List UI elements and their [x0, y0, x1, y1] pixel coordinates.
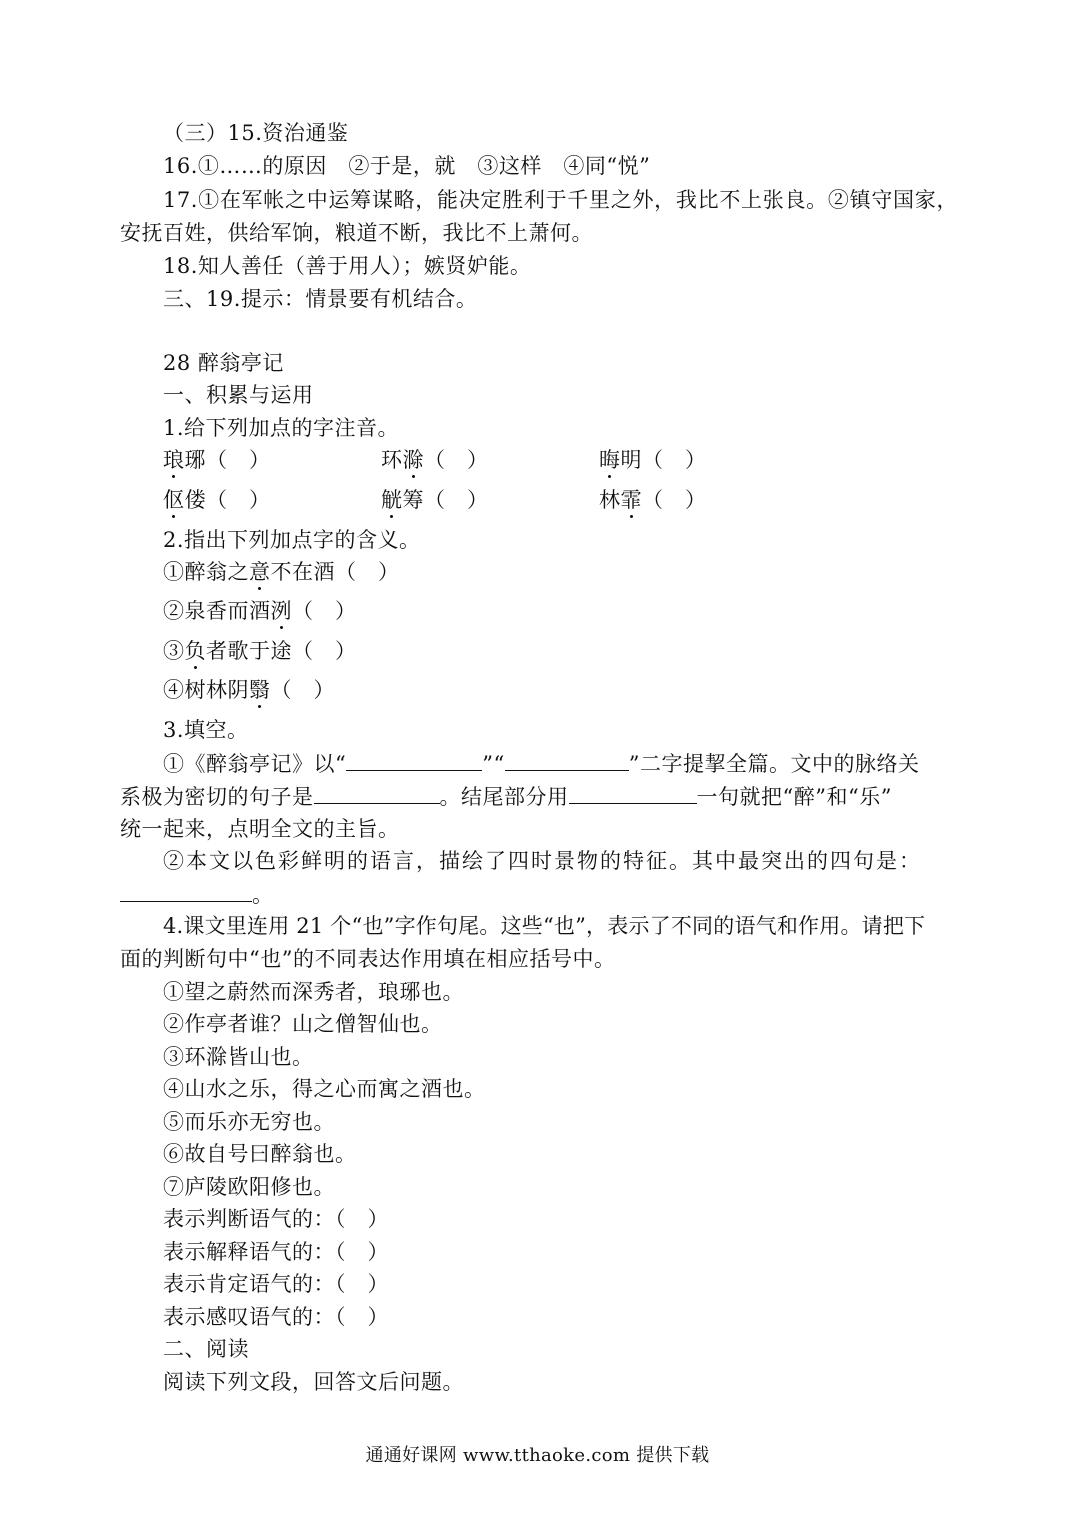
q1-item-1-text-after: 琊（ ） [184, 448, 271, 472]
q2-item-4-text-after: （ ） [270, 678, 335, 702]
question-4-line-2: 面的判断句中“也”的不同表达作用填在相应括号中。 [120, 947, 616, 971]
q2-item-4 [163, 677, 335, 703]
q3-1-text-4: 系极为密切的句子是 [120, 785, 314, 809]
part-1-heading: 一、积累与运用 [163, 383, 314, 407]
q4-sentence-4: ④山水之乐，得之心而寓之酒也。 [163, 1077, 486, 1101]
q2-item-2-text-after: （ ） [292, 599, 357, 623]
answer-16: 16.①……的原因 ②于是，就 ③这样 ④同“悦” [163, 154, 651, 178]
answer-19: 三、19.提示：情景要有机结合。 [163, 287, 478, 311]
q1-item-5-dotted-char: 觥 [381, 488, 403, 512]
q1-item-2-text-before: 环 [381, 448, 403, 472]
q2-item-3-text-after: 者歌于途（ ） [206, 639, 357, 663]
q3-1-text-3: ”二字提挈全篇。文中的脉络关 [628, 752, 920, 776]
q3-1-line-3: 统一起来，点明全文的主旨。 [120, 817, 400, 841]
q3-1-text-2: ”“ [482, 752, 505, 776]
q1-item-3 [599, 447, 707, 473]
q2-item-1-dotted-char: 意 [249, 560, 271, 584]
q2-item-2 [163, 598, 357, 624]
q2-item-4-text-before: ④树林阴 [163, 678, 249, 702]
q1-item-3-dotted-char: 晦 [599, 448, 621, 472]
q1-item-6 [599, 487, 707, 513]
page-footer: 通通好课网 www.tthaoke.com 提供下载 [365, 1445, 710, 1466]
q4-answer-exclamation: 表示感叹语气的：（ ） [163, 1305, 389, 1329]
q3-1-text-5: 。结尾部分用 [439, 785, 569, 809]
q1-item-6-text-after: （ ） [642, 488, 707, 512]
q2-item-2-text-before: ②泉香而酒 [163, 599, 271, 623]
q1-item-4-text-after: 偻（ ） [184, 488, 271, 512]
q4-answer-judgment: 表示判断语气的：（ ） [163, 1207, 389, 1231]
answer-17-line-1: 17.①在军帐之中运筹谋略，能决定胜利于千里之外，我比不上张良。②镇守国家， [163, 188, 958, 212]
q2-item-1 [163, 559, 400, 585]
q4-sentence-3: ③环滁皆山也。 [163, 1045, 314, 1069]
q1-item-5-text-after: 筹（ ） [402, 488, 489, 512]
part-2-heading: 二、阅读 [163, 1337, 249, 1361]
fill-blank-5[interactable] [120, 881, 252, 902]
q1-item-2 [381, 447, 489, 473]
q1-item-2-dotted-char: 滁 [402, 448, 424, 472]
question-4-line-1: 4.课文里连用 21 个“也”字作句尾。这些“也”，表示了不同的语气和作用。请把下 [163, 914, 926, 938]
q1-item-1-dotted-char: 琅 [163, 448, 185, 472]
q1-item-4-dotted-char: 伛 [163, 488, 185, 512]
answer-17-line-2: 安抚百姓，供给军饷，粮道不断，我比不上萧何。 [120, 221, 593, 245]
q2-item-4-dotted-char: 翳 [249, 678, 271, 702]
question-2: 2.指出下列加点字的含义。 [163, 528, 421, 552]
q2-item-2-dotted-char: 洌 [270, 599, 292, 623]
q4-sentence-6: ⑥故自号曰醉翁也。 [163, 1142, 357, 1166]
q3-1-line-1 [163, 750, 919, 777]
q4-answer-explanation: 表示解释语气的：（ ） [163, 1240, 389, 1264]
q3-2-text-2: 。 [252, 883, 274, 907]
q3-2-line-1: ②本文以色彩鲜明的语言，描绘了四时景物的特征。其中最突出的四句是： [163, 849, 922, 873]
q2-item-3 [163, 638, 357, 664]
fill-blank-4[interactable] [569, 783, 697, 804]
q2-item-1-text-before: ①醉翁之 [163, 560, 249, 584]
part-2-instruction: 阅读下列文段，回答文后问题。 [163, 1370, 464, 1394]
q1-item-3-text-after: 明（ ） [620, 448, 707, 472]
fill-blank-1[interactable] [346, 750, 482, 771]
q1-item-5 [381, 487, 489, 513]
question-3: 3.填空。 [163, 718, 249, 742]
question-1: 1.给下列加点的字注音。 [163, 416, 400, 440]
fill-blank-3[interactable] [314, 783, 440, 804]
q3-1-text-1: ①《醉翁亭记》以“ [163, 752, 347, 776]
answer-18: 18.知人善任（善于用人）；嫉贤妒能。 [163, 254, 532, 278]
q4-sentence-2: ②作亭者谁？山之僧智仙也。 [163, 1012, 443, 1036]
q3-1-text-6: 一句就把“醉”和“乐” [696, 785, 892, 809]
q2-item-1-text-after: 不在酒（ ） [270, 560, 400, 584]
q1-item-2-text-after: （ ） [424, 448, 489, 472]
q4-answer-affirmation: 表示肯定语气的：（ ） [163, 1272, 389, 1296]
q1-item-1 [163, 447, 271, 473]
q2-item-3-dotted-char: 负 [184, 639, 206, 663]
q2-item-3-text-before: ③ [163, 639, 185, 663]
fill-blank-2[interactable] [505, 750, 629, 771]
lesson-title: 28 醉翁亭记 [163, 351, 284, 375]
q4-sentence-5: ⑤而乐亦无穷也。 [163, 1110, 335, 1134]
section-header: （三）15.资治通鉴 [163, 121, 349, 145]
q3-2-line-2 [120, 881, 274, 908]
q4-sentence-1: ①望之蔚然而深秀者，琅琊也。 [163, 980, 464, 1004]
q4-sentence-7: ⑦庐陵欧阳修也。 [163, 1175, 335, 1199]
q1-item-6-dotted-char: 霏 [620, 488, 642, 512]
q1-item-6-text-before: 林 [599, 488, 621, 512]
q3-1-line-2 [120, 783, 892, 810]
q1-item-4 [163, 487, 271, 513]
